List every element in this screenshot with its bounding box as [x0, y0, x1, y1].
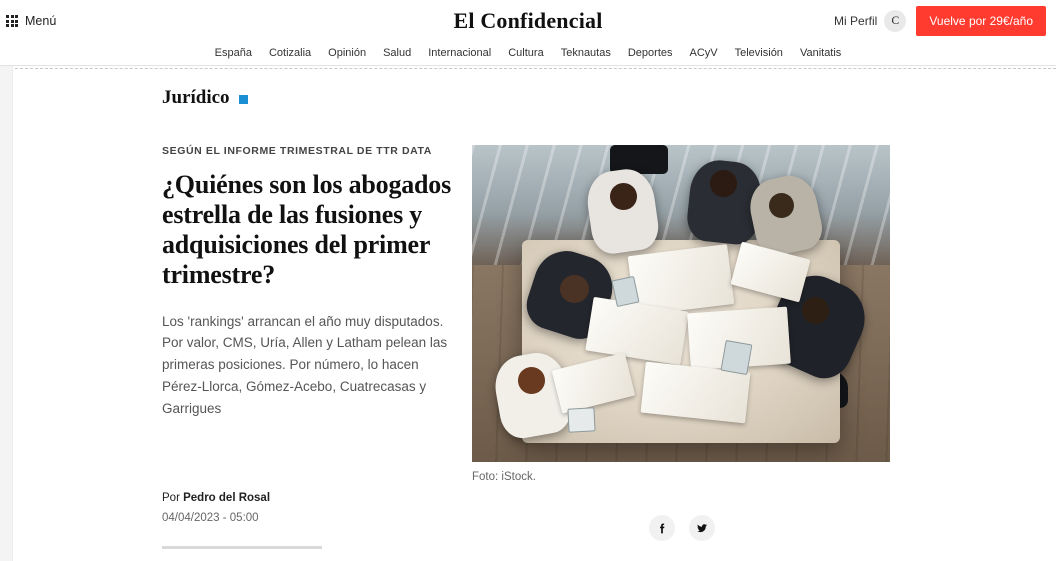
- nav-item-internacional[interactable]: Internacional: [428, 46, 492, 59]
- top-bar-right: [834, 6, 1046, 36]
- nav-item-cotizalia[interactable]: Cotizalia: [268, 46, 312, 59]
- byline-prefix: Por: [162, 491, 180, 504]
- nav-item-salud[interactable]: Salud: [383, 46, 412, 59]
- twitter-share-button[interactable]: [689, 515, 715, 541]
- image-phone: [720, 339, 752, 374]
- nav-item-deportes[interactable]: Deportes: [627, 46, 673, 59]
- nav-item-opinion[interactable]: Opinión: [328, 46, 367, 59]
- site-logo: El Confidencial: [453, 8, 603, 33]
- menu-label: Menú: [25, 14, 57, 28]
- page-title: Jurídico: [162, 87, 230, 108]
- nav-item-television[interactable]: Televisión: [734, 46, 783, 59]
- menu-button[interactable]: [0, 14, 186, 28]
- article-kicker: SEGÚN EL INFORME TRIMESTRAL DE TTR DATA: [162, 145, 432, 157]
- image-caption: Foto: iStock.: [472, 471, 536, 483]
- facebook-icon: [656, 522, 669, 535]
- nav-item-acyv[interactable]: ACyV: [689, 46, 718, 59]
- avatar[interactable]: C: [884, 10, 906, 32]
- facebook-share-button[interactable]: [649, 515, 675, 541]
- main-nav: [0, 42, 1056, 66]
- share-row: [472, 515, 892, 541]
- article-timestamp: 04/04/2023 - 05:00: [162, 511, 259, 524]
- image-person-head: [518, 367, 545, 394]
- reading-progress-bar: [162, 546, 322, 549]
- image-person-head: [769, 193, 794, 218]
- nav-item-cultura[interactable]: Cultura: [508, 46, 544, 59]
- article-text-column: [162, 145, 454, 549]
- twitter-icon: [696, 522, 709, 535]
- profile-label: Mi Perfil: [834, 14, 878, 28]
- article-lead-image: [472, 145, 890, 462]
- byline-author[interactable]: Pedro del Rosal: [183, 491, 271, 504]
- article-media-column: [472, 145, 892, 549]
- profile-button[interactable]: [834, 10, 906, 32]
- nav-item-vanitatis[interactable]: Vanitatis: [799, 46, 842, 59]
- byline: [162, 492, 454, 504]
- nav-item-espana[interactable]: España: [214, 46, 252, 59]
- image-phone: [568, 407, 596, 433]
- section-marker-icon: [239, 95, 248, 104]
- article-body: [162, 145, 1056, 549]
- article-headline: ¿Quiénes son los abogados estrella de las fusiones y adquisiciones del primer trimestre?: [162, 170, 452, 290]
- grid-menu-icon: [6, 15, 18, 27]
- subscribe-button[interactable]: Vuelve por 29€/año: [916, 6, 1046, 36]
- image-person-head: [610, 183, 637, 210]
- top-bar: [0, 0, 1056, 42]
- article-standfirst: Los 'rankings' arrancan el año muy disputados. Por valor, CMS, Uría, Allen y Latham pelean las primeras posiciones. Por número, lo hacen Pérez-Llorca, Gómez-Acebo, Cuatrecasas y Garrigues: [162, 313, 448, 417]
- section-header[interactable]: [162, 87, 1056, 109]
- article-page: [0, 69, 1056, 549]
- nav-item-teknautas[interactable]: Teknautas: [560, 46, 611, 59]
